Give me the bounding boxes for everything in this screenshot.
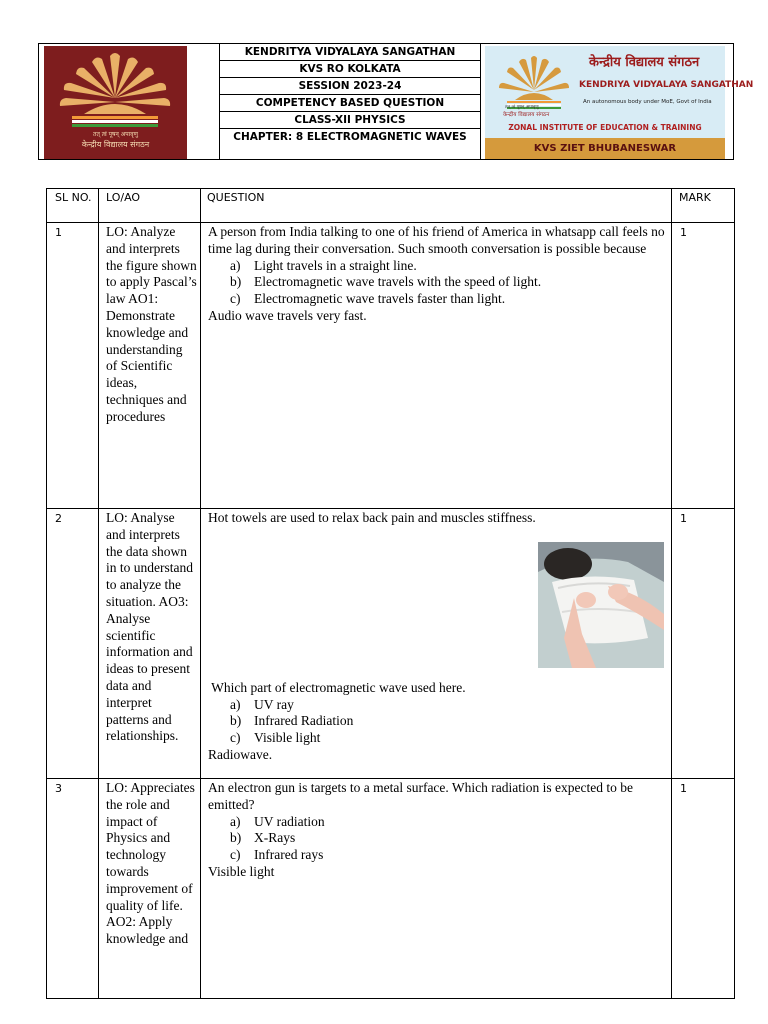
option-label: c) [230, 291, 241, 307]
left-logo-name: केन्द्रीय विद्यालय संगठन [81, 140, 150, 149]
row-1-last-option: Audio wave travels very fast. [208, 307, 367, 323]
hot-towel-back-image-icon [538, 542, 664, 668]
table-header-row [47, 189, 735, 223]
row-2-options [208, 697, 666, 747]
option-item [208, 258, 666, 275]
option-text: UV ray [254, 696, 294, 712]
option-item [208, 830, 666, 847]
option-text: Electromagnetic wave travels with the speed of light. [254, 274, 542, 290]
question-table [46, 188, 735, 999]
row-3-last-option: Visible light [208, 863, 275, 879]
col-header-mark: MARK [672, 189, 735, 223]
option-item [208, 713, 666, 730]
option-text: Infrared rays [254, 847, 324, 863]
option-label: c) [230, 847, 241, 863]
option-label: b) [230, 713, 242, 729]
table-row [47, 223, 735, 509]
option-label: a) [230, 696, 241, 712]
right-logo-motto: तत् त्वं पूषन् अपावृणु [505, 105, 539, 110]
row-3-lo: LO: Appreciates the role and impact of Physics and technology towards improvement of quality of life. AO2: Apply knowledge and [99, 779, 201, 999]
option-label: c) [230, 730, 241, 746]
header-chapter: CHAPTER: 8 ELECTROMAGNETIC WAVES [233, 131, 467, 143]
row-3-mark: 1 [672, 779, 735, 999]
right-logo-band: KVS ZIET BHUBANESWAR [485, 138, 725, 159]
table-row [47, 779, 735, 999]
header-session: SESSION 2023-24 [220, 78, 480, 95]
row-1-mark: 1 [672, 223, 735, 509]
option-text: Infrared Radiation [254, 713, 354, 729]
header-question-type: COMPETENCY BASED QUESTION [220, 95, 480, 112]
right-logo-subtitle: An autonomous body under MoE, Govt of India [583, 99, 712, 105]
row-3-question-cell [201, 779, 672, 999]
row-1-question-text: A person from India talking to one of his friend of America in whatsapp call feels no time lag during their conversation. Such smooth conversation is possible because [208, 224, 665, 256]
row-2-question-cell [201, 509, 672, 779]
header-class: CLASS-XII PHYSICS [220, 112, 480, 129]
row-2-last-option: Radiowave. [208, 746, 273, 762]
kvs-logo-left [44, 46, 187, 159]
option-text: X-Rays [254, 830, 296, 846]
row-1-sl: 1 [47, 223, 99, 509]
row-1-options [208, 258, 666, 308]
table-row [47, 509, 735, 779]
option-item [208, 697, 666, 714]
row-2-lo: LO: Analyse and interprets the data shown in to understand to analyze the situation. AO3: Analyse scientific information and ideas to present data and interpret patterns and relationships. [99, 509, 201, 779]
row-2-sl: 2 [47, 509, 99, 779]
row-2-question-text: Hot towels are used to relax back pain and muscles stiffness. [208, 510, 536, 525]
row-1-lo: LO: Analyze and interprets the figure shown to apply Pascal’s law AO1: Demonstrate knowledge and understanding of Scientific ideas, techniques and procedures [99, 223, 201, 509]
option-item [208, 730, 666, 747]
header-org-name: KENDRITYA VIDYALAYA SANGATHAN [220, 44, 480, 61]
row-3-question-text: An electron gun is targets to a metal surface. Which radiation is expected to be emitted? [208, 780, 633, 812]
row-2-mark: 1 [672, 509, 735, 779]
option-text: UV radiation [254, 813, 325, 829]
header-title-block [219, 44, 481, 159]
col-header-lo: LO/AO [99, 189, 201, 223]
ziet-logo-right [485, 46, 754, 159]
document-header [38, 43, 754, 160]
option-label: a) [230, 813, 241, 829]
left-logo-motto: तत् त्वं पूषन् अपावृणु [93, 131, 138, 138]
hot-towel-photo [538, 542, 664, 668]
row-1-question-cell [201, 223, 672, 509]
option-label: a) [230, 257, 241, 273]
option-text: Light travels in a straight line. [254, 257, 417, 273]
option-text: Electromagnetic wave travels faster than light. [254, 291, 506, 307]
header-region: KVS RO KOLKATA [220, 61, 480, 78]
option-label: b) [230, 830, 242, 846]
row-3-options [208, 814, 666, 864]
option-label: b) [230, 274, 242, 290]
right-logo-name-small: केन्द्रीय विद्यालय संगठन [503, 112, 550, 118]
row-3-sl: 3 [47, 779, 99, 999]
option-item [208, 291, 666, 308]
right-logo-title-hindi: केन्द्रीय विद्यालय संगठन [589, 55, 700, 70]
col-header-sl: SL NO. [47, 189, 99, 223]
option-item [208, 814, 666, 831]
option-item [208, 847, 666, 864]
right-logo-institute: ZONAL INSTITUTE OF EDUCATION & TRAINING [508, 123, 702, 132]
option-text: Visible light [254, 730, 321, 746]
option-item [208, 274, 666, 291]
right-logo-title-english: KENDRIYA VIDYALAYA SANGATHAN [579, 80, 754, 90]
row-2-question-after-image: Which part of electromagnetic wave used here. [208, 679, 466, 695]
col-header-question: QUESTION [201, 189, 672, 223]
